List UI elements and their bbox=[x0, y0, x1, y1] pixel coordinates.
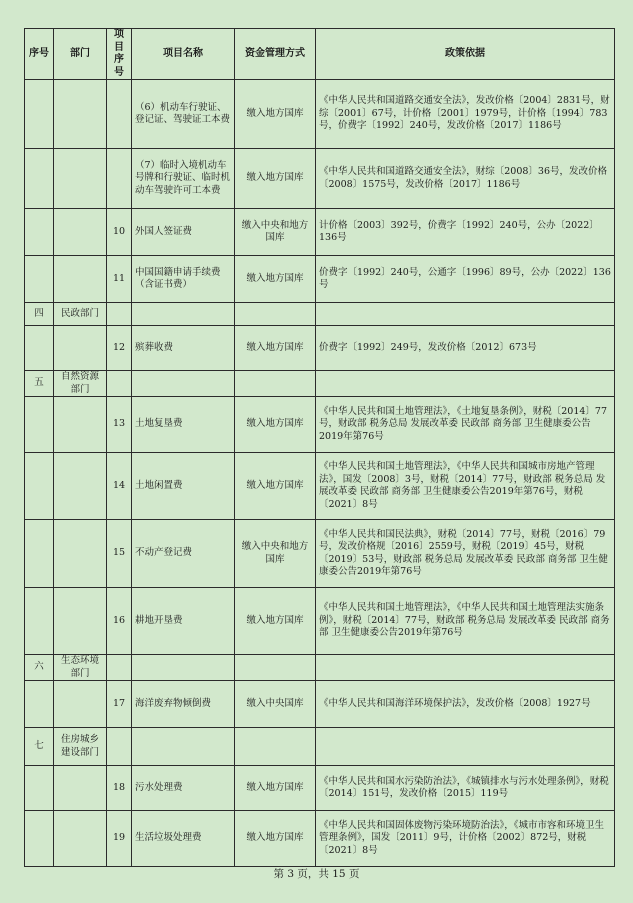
section-row bbox=[25, 655, 615, 681]
cell-name: （7）临时入境机动车号牌和行驶证、临时机动车驾驶许可工本费 bbox=[132, 149, 235, 209]
header-dept: 部门 bbox=[54, 29, 107, 80]
table-row bbox=[25, 520, 615, 588]
table-row bbox=[25, 256, 615, 303]
cell-dept bbox=[54, 766, 107, 811]
cell-mgmt: 缴入中央和地方国库 bbox=[235, 520, 316, 588]
cell-name: 污水处理费 bbox=[132, 766, 235, 811]
cell-mgmt: 缴入地方国库 bbox=[235, 256, 316, 303]
table-row bbox=[25, 681, 615, 728]
cell-dept bbox=[54, 453, 107, 520]
cell-policy bbox=[316, 371, 615, 397]
cell-subno: 10 bbox=[107, 209, 132, 256]
header-mgmt: 资金管理方式 bbox=[235, 29, 316, 80]
cell-dept bbox=[54, 80, 107, 149]
cell-subno: 11 bbox=[107, 256, 132, 303]
cell-no bbox=[25, 397, 54, 453]
cell-policy: 《中华人民共和国海洋环境保护法》，发改价格〔2008〕1927号 bbox=[316, 681, 615, 728]
cell-mgmt: 缴入地方国库 bbox=[235, 453, 316, 520]
cell-mgmt: 缴入地方国库 bbox=[235, 766, 316, 811]
cell-subno: 17 bbox=[107, 681, 132, 728]
table-row bbox=[25, 80, 615, 149]
table-header-row bbox=[25, 29, 615, 80]
section-row bbox=[25, 303, 615, 326]
cell-name bbox=[132, 728, 235, 766]
cell-no: 五 bbox=[25, 371, 54, 397]
table-row bbox=[25, 453, 615, 520]
cell-name: 外国人签证费 bbox=[132, 209, 235, 256]
cell-dept bbox=[54, 681, 107, 728]
cell-policy bbox=[316, 728, 615, 766]
cell-no bbox=[25, 149, 54, 209]
cell-name bbox=[132, 371, 235, 397]
table-row bbox=[25, 149, 615, 209]
cell-mgmt bbox=[235, 728, 316, 766]
cell-no bbox=[25, 326, 54, 371]
section-row bbox=[25, 728, 615, 766]
cell-no bbox=[25, 520, 54, 588]
cell-subno bbox=[107, 303, 132, 326]
cell-policy: 价费字〔1992〕249号，发改价格〔2012〕673号 bbox=[316, 326, 615, 371]
table-row bbox=[25, 209, 615, 256]
cell-subno bbox=[107, 149, 132, 209]
cell-subno bbox=[107, 655, 132, 681]
cell-subno bbox=[107, 80, 132, 149]
cell-name: 不动产登记费 bbox=[132, 520, 235, 588]
cell-policy bbox=[316, 303, 615, 326]
cell-mgmt: 缴入地方国库 bbox=[235, 397, 316, 453]
cell-name: 土地复垦费 bbox=[132, 397, 235, 453]
cell-mgmt: 缴入中央国库 bbox=[235, 681, 316, 728]
cell-subno: 13 bbox=[107, 397, 132, 453]
cell-subno: 12 bbox=[107, 326, 132, 371]
cell-mgmt: 缴入地方国库 bbox=[235, 811, 316, 867]
cell-mgmt: 缴入中央和地方国库 bbox=[235, 209, 316, 256]
table-row bbox=[25, 811, 615, 867]
cell-policy: 计价格〔2003〕392号，价费字〔1992〕240号，公办〔2022〕136号 bbox=[316, 209, 615, 256]
cell-subno bbox=[107, 371, 132, 397]
cell-no bbox=[25, 681, 54, 728]
cell-policy: 《中华人民共和国土地管理法》，《中华人民共和国土地管理法实施条例》，财税〔2014〕77号，财政部 税务总局 发展改革委 民政部 商务部 卫生健康委公告2019年第76号 bbox=[316, 588, 615, 655]
cell-mgmt: 缴入地方国库 bbox=[235, 149, 316, 209]
cell-no bbox=[25, 811, 54, 867]
table-row bbox=[25, 766, 615, 811]
cell-mgmt bbox=[235, 303, 316, 326]
cell-subno: 15 bbox=[107, 520, 132, 588]
cell-dept bbox=[54, 256, 107, 303]
cell-no bbox=[25, 453, 54, 520]
cell-name bbox=[132, 303, 235, 326]
cell-mgmt: 缴入地方国库 bbox=[235, 80, 316, 149]
cell-policy: 《中华人民共和国道路交通安全法》，发改价格〔2004〕2831号，财综〔2001〕67号，计价格〔2001〕1979号，计价格〔1994〕783号，价费字〔1992〕240号，发改价格〔2017〕1186号 bbox=[316, 80, 615, 149]
cell-policy: 《中华人民共和国固体废物污染环境防治法》，《城市市容和环境卫生管理条例》，国发〔2011〕9号，计价格〔2002〕872号，财税〔2021〕8号 bbox=[316, 811, 615, 867]
cell-dept: 民政部门 bbox=[54, 303, 107, 326]
cell-dept: 自然资源部门 bbox=[54, 371, 107, 397]
cell-name: 殡葬收费 bbox=[132, 326, 235, 371]
cell-policy: 《中华人民共和国民法典》，财税〔2014〕77号，财税〔2016〕79号，发改价格规〔2016〕2559号，财税〔2019〕45号，财税〔2019〕53号，财政部 税务总局 发展改革委 民政部 商务部 卫生健康委公告2019年第76号 bbox=[316, 520, 615, 588]
header-subno: 项目序号 bbox=[107, 29, 132, 80]
cell-mgmt bbox=[235, 655, 316, 681]
cell-name: 中国国籍申请手续费（含证书费） bbox=[132, 256, 235, 303]
cell-subno: 18 bbox=[107, 766, 132, 811]
cell-policy: 《中华人民共和国土地管理法》，《中华人民共和国城市房地产管理法》，国发〔2008〕3号，财税〔2014〕77号，财政部 税务总局 发展改革委 民政部 商务部 卫生健康委公告2019年第76号，财税〔2021〕8号 bbox=[316, 453, 615, 520]
header-name: 项目名称 bbox=[132, 29, 235, 80]
header-policy: 政策依据 bbox=[316, 29, 615, 80]
cell-name: 海洋废弃物倾倒费 bbox=[132, 681, 235, 728]
cell-no bbox=[25, 766, 54, 811]
cell-dept bbox=[54, 588, 107, 655]
cell-dept bbox=[54, 811, 107, 867]
cell-name: （6）机动车行驶证、登记证、驾驶证工本费 bbox=[132, 80, 235, 149]
cell-mgmt bbox=[235, 371, 316, 397]
cell-dept bbox=[54, 209, 107, 256]
cell-subno bbox=[107, 728, 132, 766]
cell-dept: 生态环境部门 bbox=[54, 655, 107, 681]
cell-policy: 价费字〔1992〕240号，公通字〔1996〕89号，公办〔2022〕136号 bbox=[316, 256, 615, 303]
fee-policy-table bbox=[24, 28, 615, 867]
section-row bbox=[25, 371, 615, 397]
cell-policy: 《中华人民共和国水污染防治法》，《城镇排水与污水处理条例》，财税〔2014〕151号，发改价格〔2015〕119号 bbox=[316, 766, 615, 811]
cell-no bbox=[25, 256, 54, 303]
cell-dept bbox=[54, 397, 107, 453]
cell-dept bbox=[54, 149, 107, 209]
cell-subno: 19 bbox=[107, 811, 132, 867]
cell-subno: 16 bbox=[107, 588, 132, 655]
header-no: 序号 bbox=[25, 29, 54, 80]
cell-dept bbox=[54, 326, 107, 371]
cell-mgmt: 缴入地方国库 bbox=[235, 588, 316, 655]
cell-no bbox=[25, 80, 54, 149]
cell-name bbox=[132, 655, 235, 681]
cell-dept: 住房城乡建设部门 bbox=[54, 728, 107, 766]
cell-no: 四 bbox=[25, 303, 54, 326]
cell-dept bbox=[54, 520, 107, 588]
table-row bbox=[25, 588, 615, 655]
cell-no: 七 bbox=[25, 728, 54, 766]
cell-name: 耕地开垦费 bbox=[132, 588, 235, 655]
cell-subno: 14 bbox=[107, 453, 132, 520]
table-row bbox=[25, 326, 615, 371]
cell-no bbox=[25, 209, 54, 256]
cell-policy: 《中华人民共和国土地管理法》，《土地复垦条例》，财税〔2014〕77号，财政部 税务总局 发展改革委 民政部 商务部 卫生健康委公告2019年第76号 bbox=[316, 397, 615, 453]
cell-mgmt: 缴入地方国库 bbox=[235, 326, 316, 371]
page-number: 第 3 页，共 15 页 bbox=[273, 868, 360, 880]
cell-name: 生活垃圾处理费 bbox=[132, 811, 235, 867]
cell-name: 土地闲置费 bbox=[132, 453, 235, 520]
cell-no: 六 bbox=[25, 655, 54, 681]
cell-policy: 《中华人民共和国道路交通安全法》，财综〔2008〕36号，发改价格〔2008〕1575号，发改价格〔2017〕1186号 bbox=[316, 149, 615, 209]
cell-policy bbox=[316, 655, 615, 681]
table-row bbox=[25, 397, 615, 453]
cell-no bbox=[25, 588, 54, 655]
